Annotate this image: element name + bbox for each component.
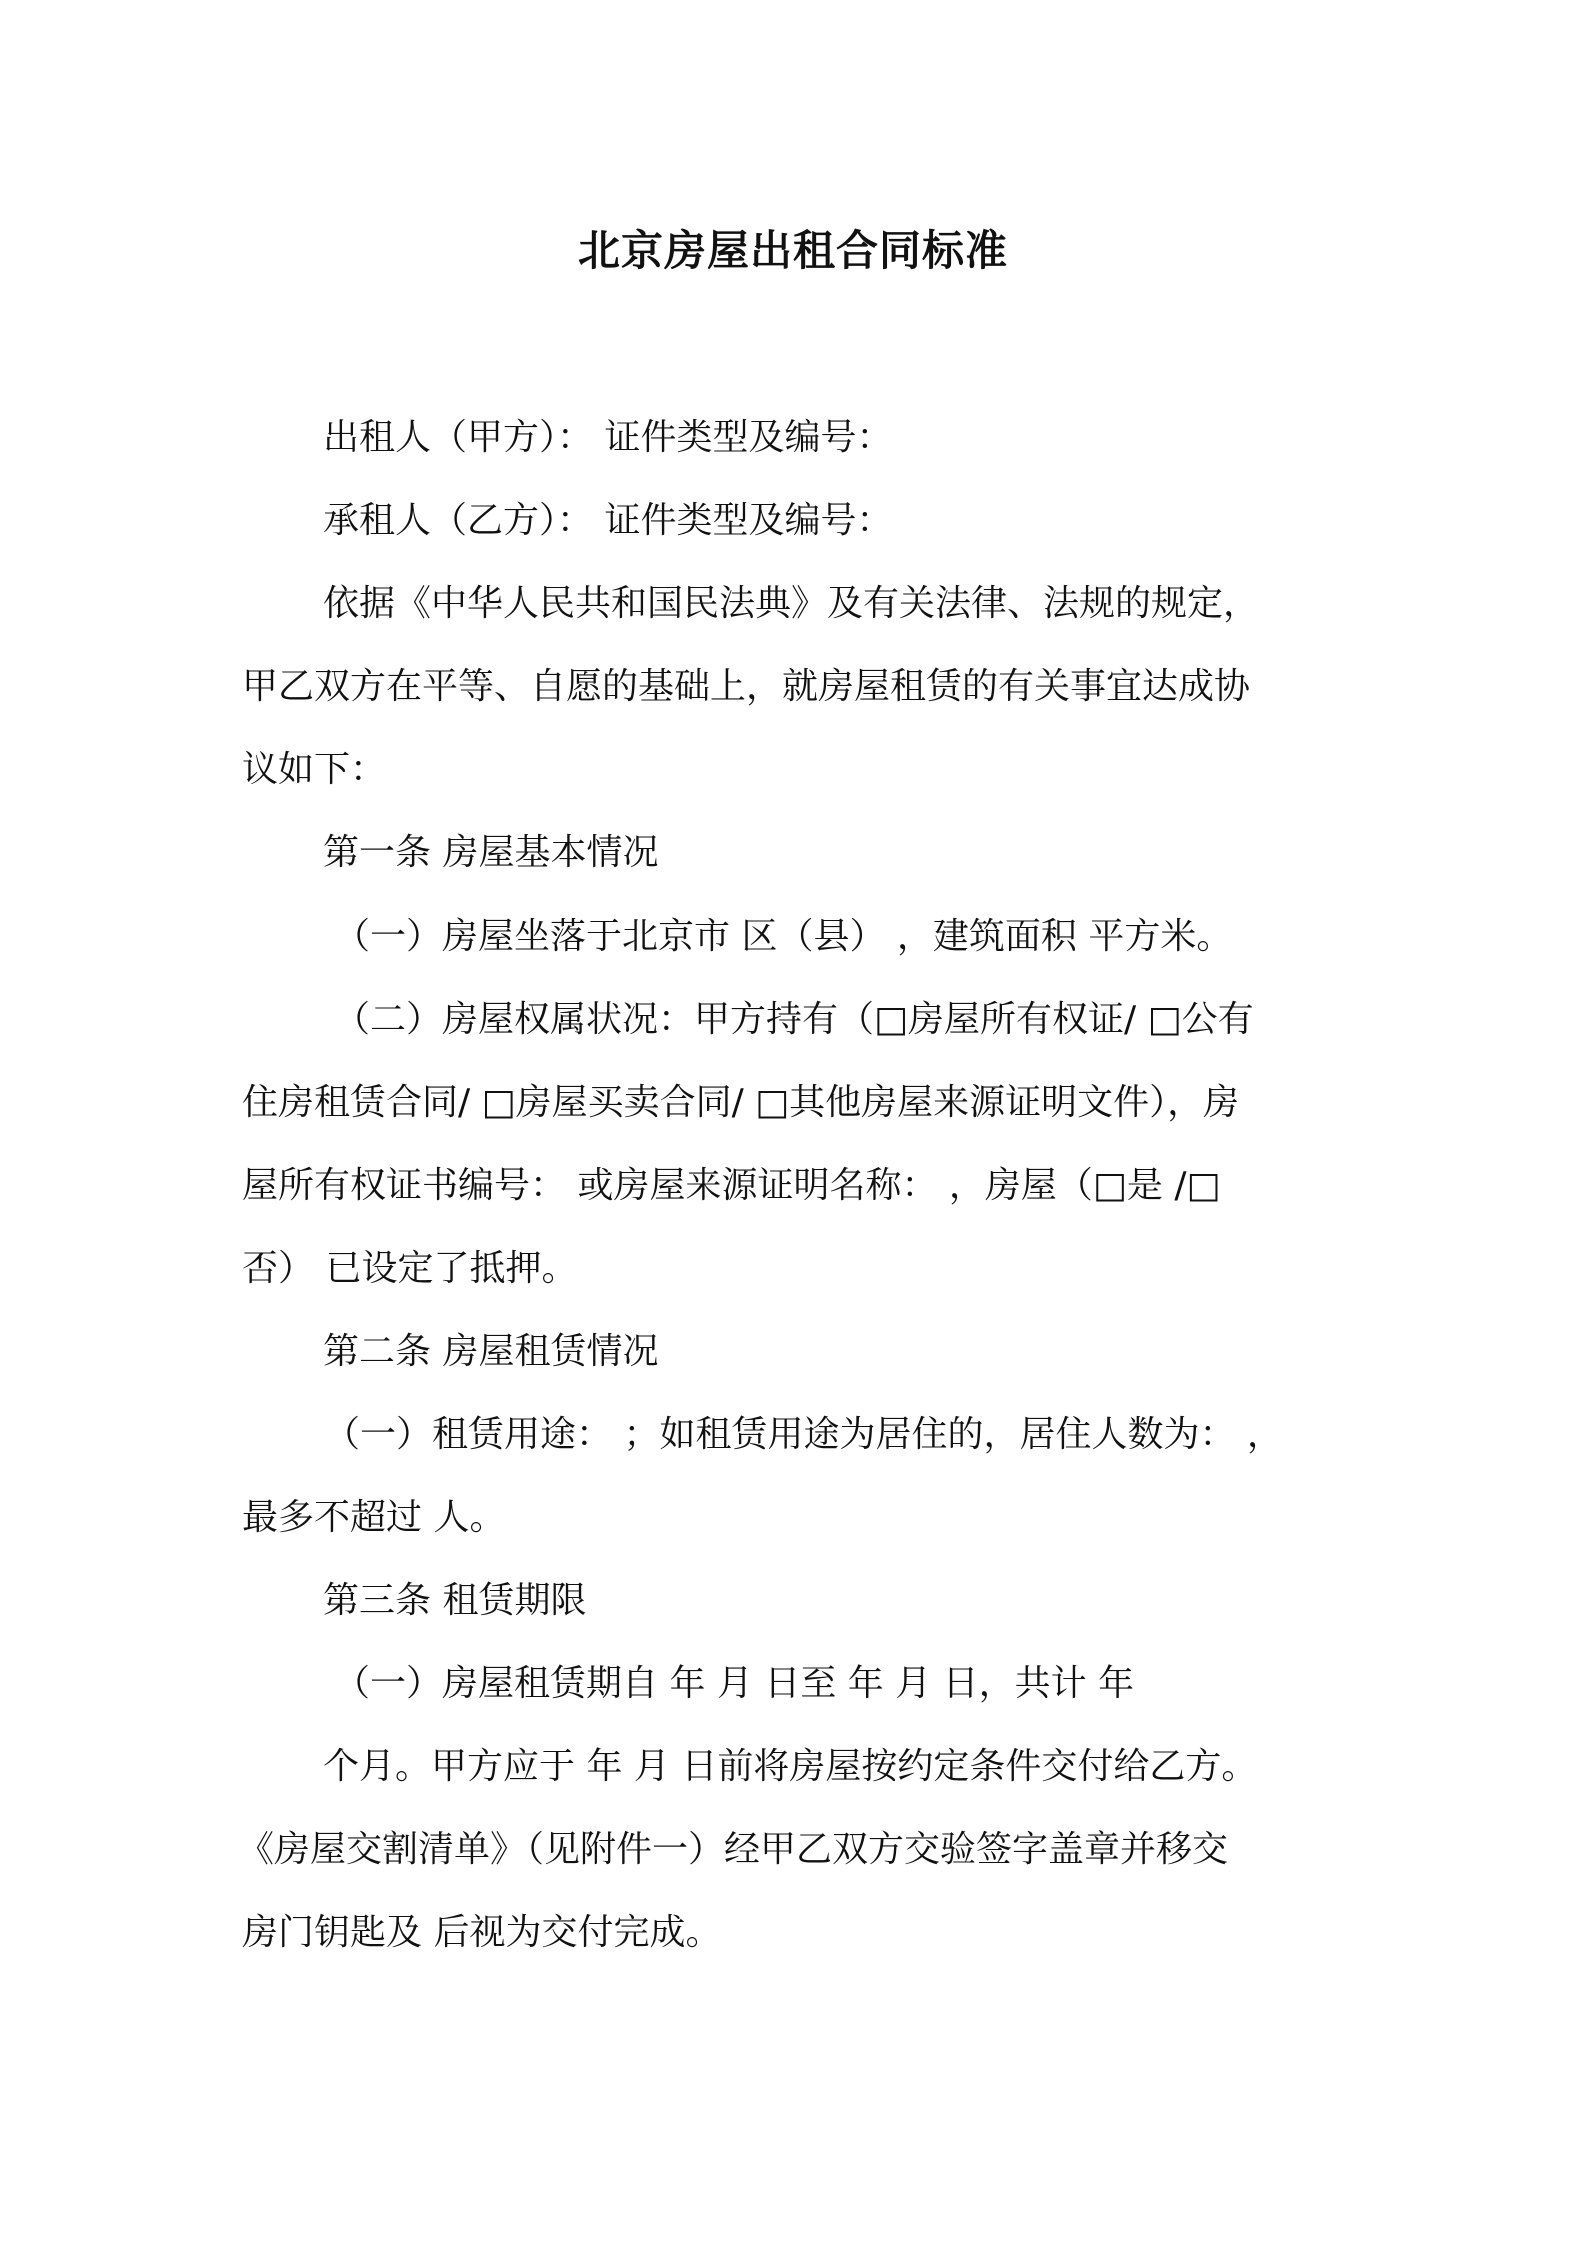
article-3-clause-1-line-2: 个月。甲方应于 年 月 日前将房屋按约定条件交付给乙方。 <box>323 1746 1258 1787</box>
article-2-clause-1-line-2: 最多不超过 人。 <box>242 1497 506 1538</box>
article-2-clause-1-line-1: （一）租赁用途： ；如租赁用途为居住的，居住人数为： ， <box>324 1414 1283 1455</box>
preamble-line-3: 议如下： <box>242 749 387 790</box>
document-title: 北京房屋出租合同标准 <box>577 226 1008 275</box>
article-1-clause-1: （一）房屋坐落于北京市 区（县） ，建筑面积 平方米。 <box>334 916 1233 957</box>
lessee-line: 承租人（乙方）： 证件类型及编号： <box>323 500 893 541</box>
article-1-clause-2-line-4: 否） 已设定了抵押。 <box>242 1248 578 1289</box>
article-3-clause-1-line-4: 房门钥匙及 后视为交付完成。 <box>242 1912 722 1953</box>
article-1-clause-2-line-2: 住房租赁合同/ □房屋买卖合同/ □其他房屋来源证明文件），房 <box>242 1082 1240 1123</box>
article-3-heading: 第三条 租赁期限 <box>323 1580 587 1621</box>
article-3-clause-1-line-3: 《房屋交割清单》（见附件一）经甲乙双方交验签字盖章并移交 <box>238 1829 1229 1870</box>
article-1-clause-2-line-3: 屋所有权证书编号： 或房屋来源证明名称： ，房屋（□是 /□ <box>242 1165 1221 1206</box>
article-1-heading: 第一条 房屋基本情况 <box>323 832 659 873</box>
article-1-clause-2-line-1: （二）房屋权属状况：甲方持有（□房屋所有权证/ □公有 <box>334 999 1254 1040</box>
preamble-line-2: 甲乙双方在平等、自愿的基础上，就房屋租赁的有关事宜达成协 <box>242 666 1251 707</box>
lessor-line: 出租人（甲方）： 证件类型及编号： <box>323 417 893 458</box>
article-3-clause-1-line-1: （一）房屋租赁期自 年 月 日至 年 月 日，共计 年 <box>334 1663 1135 1704</box>
article-2-heading: 第二条 房屋租赁情况 <box>323 1331 659 1372</box>
preamble-line-1: 依据《中华人民共和国民法典》及有关法律、法规的规定， <box>323 583 1260 624</box>
